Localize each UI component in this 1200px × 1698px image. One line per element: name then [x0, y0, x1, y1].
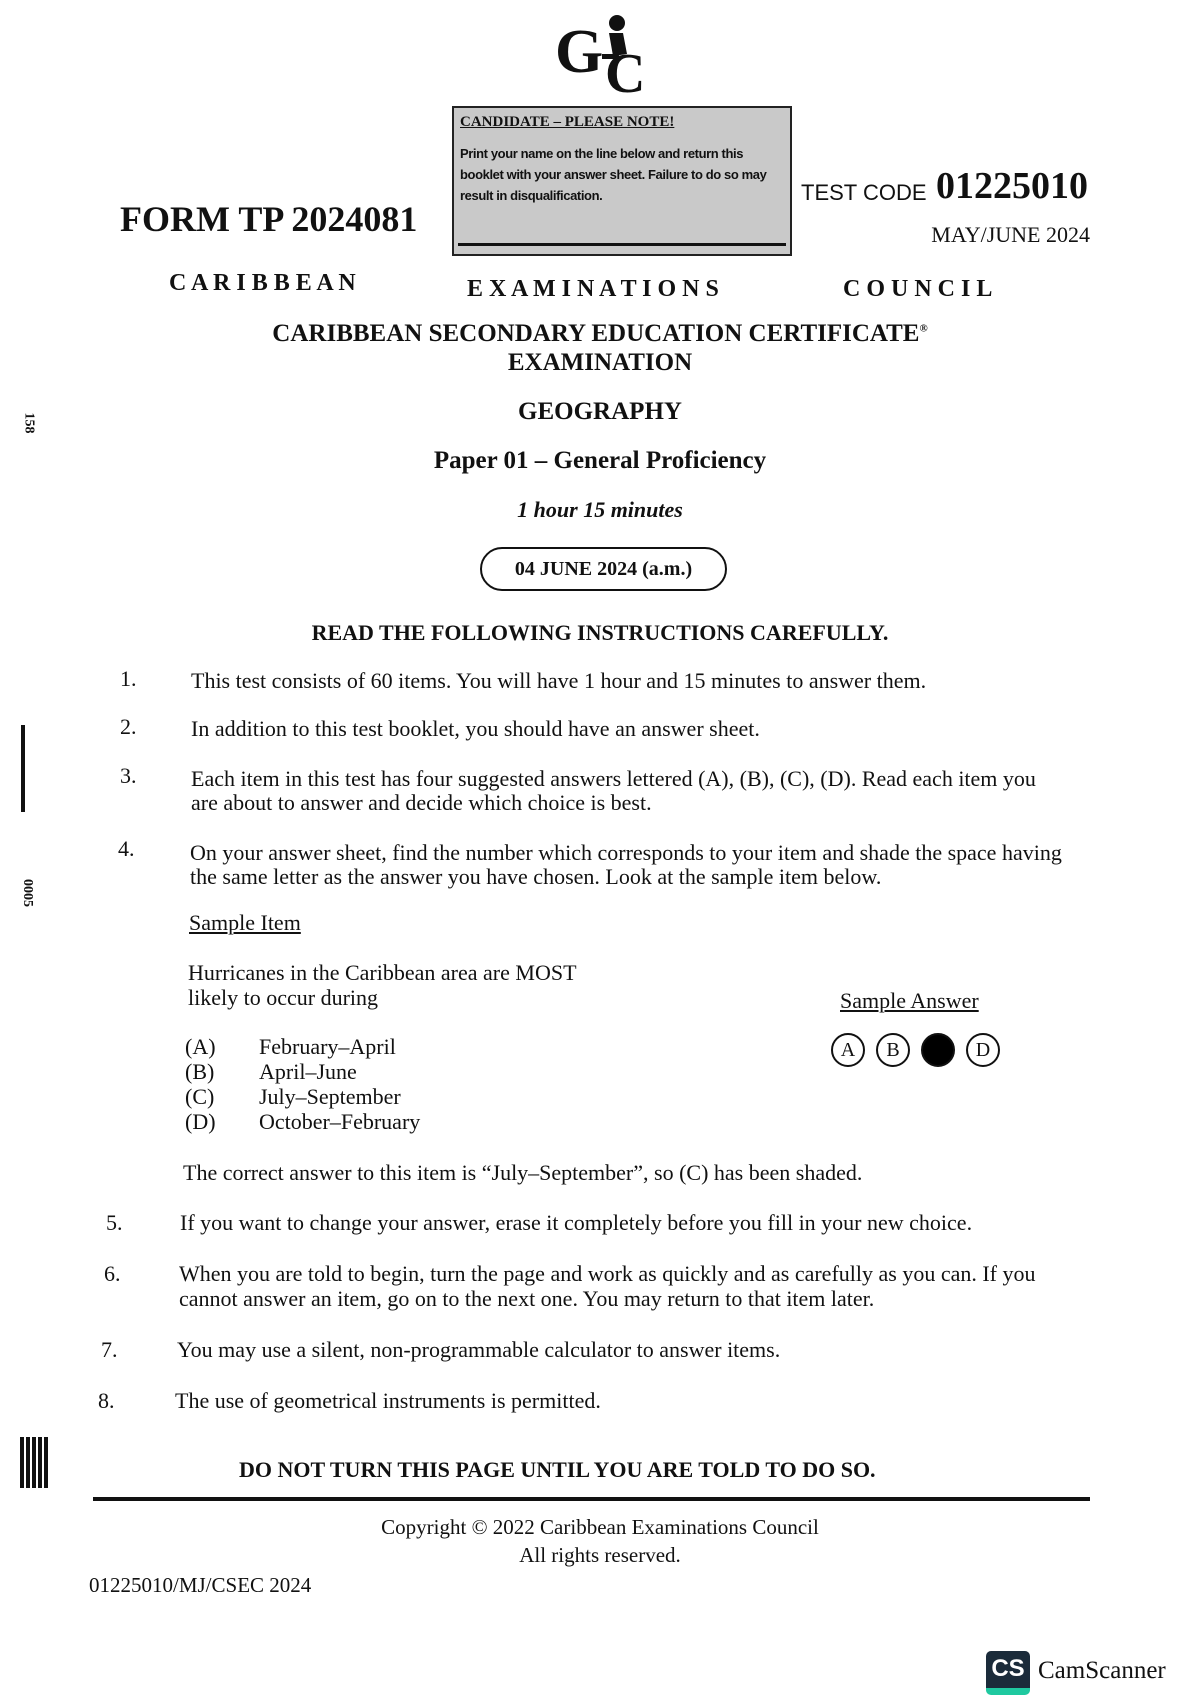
instruction-text: If you want to change your answer, erase it completely before you fill in your new choice.	[180, 1210, 973, 1235]
duration: 1 hour 15 minutes	[517, 497, 683, 522]
test-code: 01225010	[936, 165, 1088, 207]
footer-code: 01225010/MJ/CSEC 2024	[89, 1573, 312, 1597]
instruction-text: the same letter as the answer you have chosen. Look at the sample item below.	[190, 864, 882, 889]
subject: GEOGRAPHY	[518, 398, 682, 425]
option-text: April–June	[259, 1059, 357, 1084]
item-number: 2.	[120, 714, 137, 739]
exam-subtitle: EXAMINATION	[507, 349, 693, 376]
sample-question: likely to occur during	[188, 985, 379, 1010]
svg-text:G: G	[555, 18, 604, 86]
camscanner-watermark: CamScanner	[1038, 1657, 1166, 1684]
item-number: 8.	[98, 1388, 115, 1413]
exam-title: CARIBBEAN SECONDARY EDUCATION CERTIFICATE®	[272, 320, 928, 347]
form-number: FORM TP 2024081	[120, 199, 418, 239]
instruction-text: On your answer sheet, find the number which corresponds to your item and shade the space having	[190, 840, 1062, 865]
sample-question: Hurricanes in the Caribbean area are MOST	[188, 960, 577, 985]
option-label: (B)	[185, 1059, 215, 1084]
session: MAY/JUNE 2024	[931, 222, 1090, 247]
test-code-label: TEST CODE	[801, 180, 927, 205]
divider	[93, 1497, 1090, 1501]
exam-date: 04 JUNE 2024 (a.m.)	[480, 547, 727, 591]
paper: Paper 01 – General Proficiency	[433, 447, 767, 474]
option-label: (C)	[185, 1084, 215, 1109]
instructions-heading: READ THE FOLLOWING INSTRUCTIONS CAREFULLY.	[311, 620, 889, 645]
item-number: 1.	[120, 666, 137, 691]
rights: All rights reserved.	[519, 1543, 681, 1567]
instruction-text: This test consists of 60 items. You will have 1 hour and 15 minutes to answer them.	[191, 668, 927, 693]
camscanner-logo-icon: CS	[986, 1651, 1030, 1695]
name-line[interactable]	[458, 243, 786, 246]
option-label: (D)	[185, 1109, 216, 1134]
item-number: 3.	[120, 763, 137, 788]
item-number: 6.	[104, 1261, 121, 1286]
instruction-text: When you are told to begin, turn the page and work as quickly and as carefully as you can. If you	[179, 1261, 1036, 1286]
option-text: October–February	[259, 1109, 421, 1134]
margin-number: 158	[21, 412, 37, 434]
instruction-text: cannot answer an item, go on to the next one. You may return to that item later.	[179, 1286, 875, 1311]
note-text: Print your name on the line below and return this booklet with your answer sheet. Failure to do so may result in disqualification.	[460, 146, 767, 203]
option-text: July–September	[259, 1084, 401, 1109]
sample-answer-heading: Sample Answer	[840, 988, 979, 1013]
bubble-a: A	[831, 1033, 865, 1067]
bubble-d: D	[966, 1033, 1000, 1067]
item-number: 7.	[101, 1337, 118, 1362]
option-label: (A)	[185, 1034, 216, 1059]
note-title: CANDIDATE – PLEASE NOTE!	[460, 114, 675, 130]
margin-bar	[21, 725, 25, 812]
instruction-text: In addition to this test booklet, you should have an answer sheet.	[191, 716, 760, 741]
candidate-note-box	[452, 106, 792, 256]
council-word-2: E X A M I N A T I O N S	[467, 276, 719, 302]
margin-number: 0005	[20, 879, 35, 907]
bubble-c-shaded: C	[921, 1033, 955, 1067]
instruction-text: You may use a silent, non-programmable calculator to answer items.	[177, 1337, 781, 1362]
warning: DO NOT TURN THIS PAGE UNTIL YOU ARE TOLD TO DO SO.	[239, 1457, 876, 1482]
bubble-b: B	[876, 1033, 910, 1067]
svg-text:C: C	[605, 43, 646, 96]
council-word-1: C A R I B B E A N	[169, 270, 356, 296]
instruction-text: The use of geometrical instruments is permitted.	[175, 1388, 601, 1413]
council-word-3: C O U N C I L	[843, 276, 993, 302]
instruction-text: are about to answer and decide which choice is best.	[191, 790, 652, 815]
copyright: Copyright © 2022 Caribbean Examinations Council	[381, 1515, 819, 1539]
sample-heading: Sample Item	[189, 910, 301, 935]
option-text: February–April	[259, 1034, 396, 1059]
cxc-logo	[555, 14, 665, 96]
item-number: 5.	[106, 1210, 123, 1235]
barcode	[20, 1437, 49, 1488]
instruction-text: Each item in this test has four suggested answers lettered (A), (B), (C), (D). Read each item you	[191, 766, 1036, 791]
item-number: 4.	[118, 836, 135, 861]
sample-explanation: The correct answer to this item is “July–September”, so (C) has been shaded.	[183, 1160, 863, 1185]
